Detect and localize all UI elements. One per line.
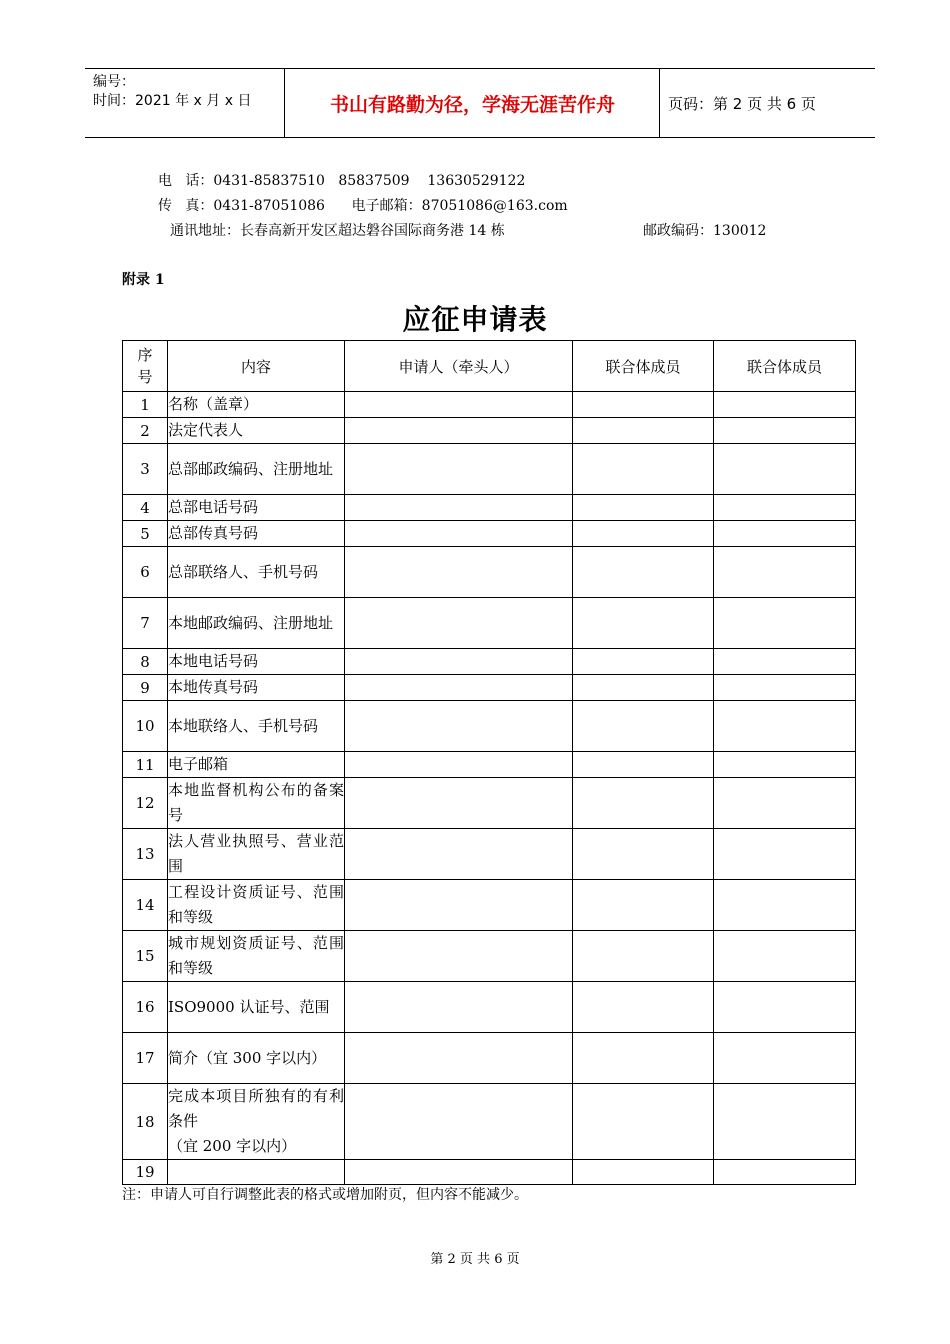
contact-address: 通讯地址：长春高新开发区超达磐谷国际商务港 14 栋 <box>170 223 505 239</box>
row-content <box>168 418 345 444</box>
applicant-cell[interactable] <box>345 675 573 701</box>
row-content-text: 完成本项目所独有的有利条件 <box>168 1087 344 1130</box>
table-row <box>123 495 856 521</box>
row-content <box>168 1160 345 1185</box>
row-content-text: 名称（盖章） <box>168 395 259 413</box>
row-content-text: 总部传真号码 <box>168 524 259 542</box>
header-meta <box>85 69 285 137</box>
row-number: 1 <box>123 392 168 418</box>
member-2-cell[interactable] <box>714 649 856 675</box>
document-number: 编号： <box>93 74 135 90</box>
row-content <box>168 547 345 598</box>
row-number: 10 <box>123 701 168 752</box>
member-1-cell[interactable] <box>573 701 714 752</box>
applicant-cell[interactable] <box>345 598 573 649</box>
column-header-member-1: 联合体成员 <box>573 341 714 392</box>
table-row <box>123 829 856 880</box>
row-content-text: 本地监督机构公布的备案号 <box>168 781 344 824</box>
table-row <box>123 701 856 752</box>
member-2-cell[interactable] <box>714 701 856 752</box>
applicant-cell[interactable] <box>345 392 573 418</box>
member-2-cell[interactable] <box>714 1033 856 1084</box>
member-2-cell[interactable] <box>714 829 856 880</box>
applicant-cell[interactable] <box>345 982 573 1033</box>
row-number: 17 <box>123 1033 168 1084</box>
row-content <box>168 495 345 521</box>
member-1-cell[interactable] <box>573 1033 714 1084</box>
row-content <box>168 982 345 1033</box>
member-2-cell[interactable] <box>714 392 856 418</box>
row-content-text: 本地电话号码 <box>168 652 259 670</box>
row-number: 18 <box>123 1084 168 1160</box>
table-row <box>123 1084 856 1160</box>
table-row <box>123 444 856 495</box>
applicant-cell[interactable] <box>345 880 573 931</box>
row-content <box>168 1084 345 1160</box>
row-content-text: 法定代表人 <box>168 421 244 439</box>
member-2-cell[interactable] <box>714 880 856 931</box>
row-content-text: 本地联络人、手机号码 <box>168 716 319 735</box>
member-1-cell[interactable] <box>573 521 714 547</box>
row-number: 3 <box>123 444 168 495</box>
table-row <box>123 752 856 778</box>
row-content <box>168 752 345 778</box>
row-content <box>168 701 345 752</box>
row-number: 14 <box>123 880 168 931</box>
row-content-text: 城市规划资质证号、范围和等级 <box>168 934 344 977</box>
applicant-cell[interactable] <box>345 1160 573 1185</box>
row-content-text: 法人营业执照号、营业范围 <box>168 832 344 875</box>
table-row <box>123 931 856 982</box>
applicant-cell[interactable] <box>345 752 573 778</box>
member-1-cell[interactable] <box>573 418 714 444</box>
column-header-applicant: 申请人（牵头人） <box>345 341 573 392</box>
page-footer: 第 2 页 共 6 页 <box>430 1252 520 1267</box>
applicant-cell[interactable] <box>345 701 573 752</box>
member-2-cell[interactable] <box>714 752 856 778</box>
row-content-text: 电子邮箱 <box>168 755 229 773</box>
member-2-cell[interactable] <box>714 547 856 598</box>
row-content <box>168 444 345 495</box>
column-header-content: 内容 <box>168 341 345 392</box>
member-1-cell[interactable] <box>573 778 714 829</box>
table-header-row <box>123 341 856 392</box>
member-2-cell[interactable] <box>714 418 856 444</box>
row-content <box>168 675 345 701</box>
table-row <box>123 1033 856 1084</box>
member-2-cell[interactable] <box>714 1160 856 1185</box>
row-number: 11 <box>123 752 168 778</box>
member-2-cell[interactable] <box>714 1084 856 1160</box>
application-form-table <box>122 340 856 1185</box>
member-2-cell[interactable] <box>714 495 856 521</box>
member-1-cell[interactable] <box>573 444 714 495</box>
row-content-text: 工程设计资质证号、范围和等级 <box>168 883 344 926</box>
row-number: 9 <box>123 675 168 701</box>
row-number: 6 <box>123 547 168 598</box>
row-content-text: ISO9000 认证号、范围 <box>168 997 330 1016</box>
column-header-number: 序号 <box>123 341 168 392</box>
member-1-cell[interactable] <box>573 495 714 521</box>
applicant-cell[interactable] <box>345 1033 573 1084</box>
table-note: 注：申请人可自行调整此表的格式或增加附页，但内容不能减少。 <box>122 1187 528 1203</box>
member-1-cell[interactable] <box>573 1084 714 1160</box>
applicant-cell[interactable] <box>345 829 573 880</box>
member-2-cell[interactable] <box>714 931 856 982</box>
member-1-cell[interactable] <box>573 598 714 649</box>
table-row <box>123 675 856 701</box>
header-motto: 书山有路勤为径，学海无涯苦作舟 <box>286 69 660 137</box>
applicant-cell[interactable] <box>345 778 573 829</box>
contact-fax: 传 真：0431-87051086 电子邮箱：87051086@163.com <box>158 198 568 214</box>
member-1-cell[interactable] <box>573 829 714 880</box>
row-content-text: 本地邮政编码、注册地址 <box>168 613 334 632</box>
applicant-cell[interactable] <box>345 931 573 982</box>
table-row <box>123 880 856 931</box>
member-2-cell[interactable] <box>714 444 856 495</box>
applicant-cell[interactable] <box>345 444 573 495</box>
row-content-note: （宜 200 字以内） <box>168 1137 297 1155</box>
applicant-cell[interactable] <box>345 1084 573 1160</box>
table-row <box>123 392 856 418</box>
row-content-text: 本地传真号码 <box>168 678 259 696</box>
applicant-cell[interactable] <box>345 521 573 547</box>
applicant-cell[interactable] <box>345 547 573 598</box>
row-content-text: 总部联络人、手机号码 <box>168 562 319 581</box>
applicant-cell[interactable] <box>345 418 573 444</box>
applicant-cell[interactable] <box>345 649 573 675</box>
table-row <box>123 649 856 675</box>
member-1-cell[interactable] <box>573 649 714 675</box>
row-number: 4 <box>123 495 168 521</box>
form-title: 应征申请表 <box>402 303 548 336</box>
page-header <box>85 68 875 138</box>
member-1-cell[interactable] <box>573 675 714 701</box>
row-content <box>168 1033 345 1084</box>
row-content <box>168 521 345 547</box>
row-content <box>168 598 345 649</box>
row-content-text: 总部电话号码 <box>168 498 259 516</box>
row-number: 13 <box>123 829 168 880</box>
table-row <box>123 521 856 547</box>
member-1-cell[interactable] <box>573 982 714 1033</box>
applicant-cell[interactable] <box>345 495 573 521</box>
member-2-cell[interactable] <box>714 982 856 1033</box>
row-content <box>168 880 345 931</box>
table-row <box>123 598 856 649</box>
table-row <box>123 547 856 598</box>
row-content <box>168 931 345 982</box>
row-number: 2 <box>123 418 168 444</box>
row-number: 8 <box>123 649 168 675</box>
member-1-cell[interactable] <box>573 931 714 982</box>
member-2-cell[interactable] <box>714 675 856 701</box>
table-row <box>123 418 856 444</box>
member-1-cell[interactable] <box>573 392 714 418</box>
table-row <box>123 778 856 829</box>
row-content <box>168 649 345 675</box>
member-2-cell[interactable] <box>714 778 856 829</box>
table-row <box>123 1160 856 1185</box>
row-content-text: 简介（宜 300 字以内） <box>168 1048 327 1067</box>
row-number: 15 <box>123 931 168 982</box>
row-content <box>168 778 345 829</box>
row-number: 7 <box>123 598 168 649</box>
member-1-cell[interactable] <box>573 752 714 778</box>
member-1-cell[interactable] <box>573 1160 714 1185</box>
row-content-text: 总部邮政编码、注册地址 <box>168 459 334 478</box>
member-2-cell[interactable] <box>714 521 856 547</box>
member-1-cell[interactable] <box>573 547 714 598</box>
appendix-label: 附录 1 <box>122 272 165 288</box>
member-2-cell[interactable] <box>714 598 856 649</box>
row-content <box>168 392 345 418</box>
header-page-number: 页码：第 2 页 共 6 页 <box>668 94 816 113</box>
row-number: 12 <box>123 778 168 829</box>
contact-postcode: 邮政编码：130012 <box>643 223 767 239</box>
column-header-member-2: 联合体成员 <box>714 341 856 392</box>
table-row <box>123 982 856 1033</box>
row-number: 19 <box>123 1160 168 1185</box>
contact-phone: 电 话：0431-85837510 85837509 13630529122 <box>158 173 526 189</box>
member-1-cell[interactable] <box>573 880 714 931</box>
row-content <box>168 829 345 880</box>
document-date: 时间：2021 年 x 月 x 日 <box>93 93 252 109</box>
row-number: 16 <box>123 982 168 1033</box>
row-number: 5 <box>123 521 168 547</box>
